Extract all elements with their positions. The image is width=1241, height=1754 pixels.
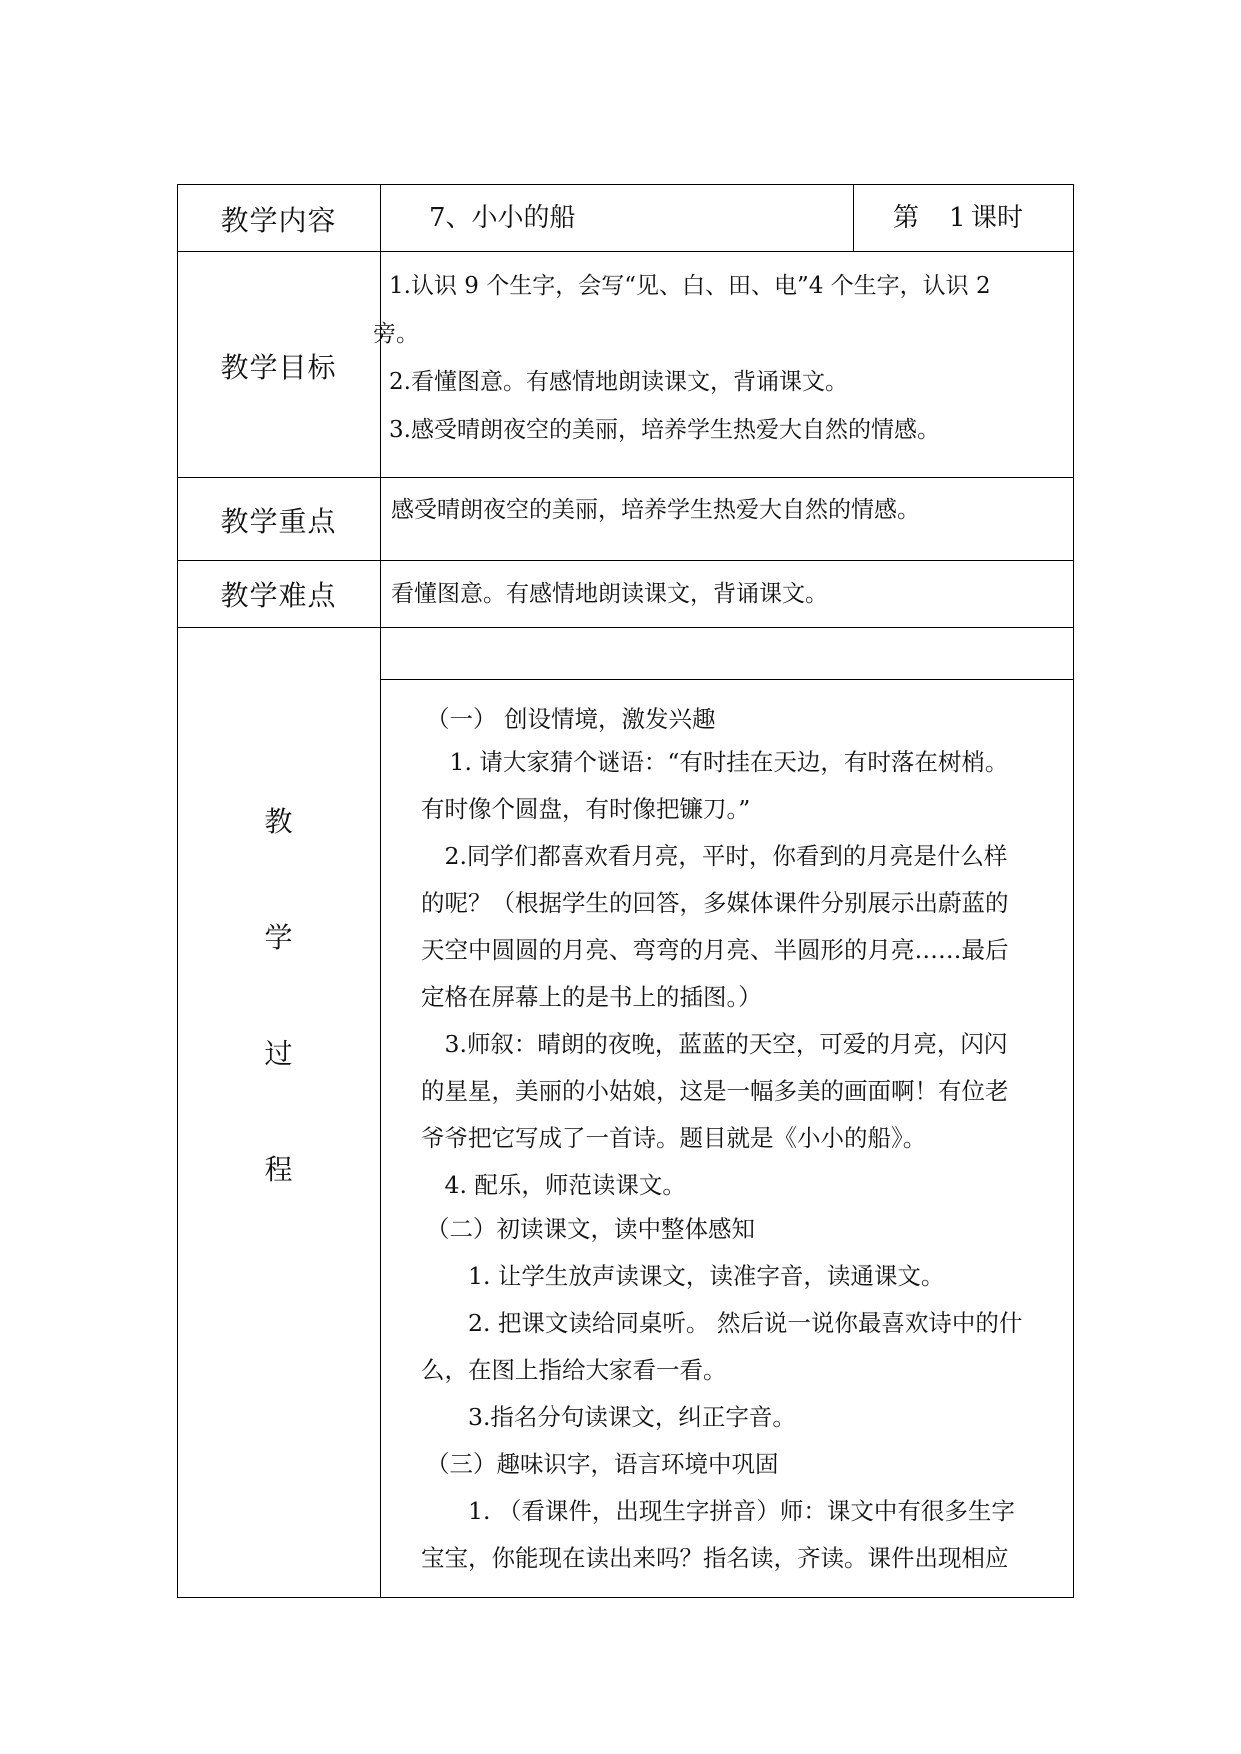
objectives-label: 教学目标 — [220, 351, 337, 384]
table-border-right — [1073, 184, 1074, 1598]
period-number: 1 — [949, 203, 966, 233]
period-suffix: 课时 — [971, 203, 1024, 233]
difficulties-text: 看懂图意。有感情地朗读课文，背诵课文。 — [391, 581, 828, 607]
row-divider — [177, 627, 1074, 628]
objective-line: 1.认识 9 个生字，会写“见、白、田、电”4 个生字，认识 2 — [389, 273, 991, 299]
process-label-char: 教 — [264, 805, 293, 838]
row-divider — [177, 477, 1074, 478]
column-divider — [853, 184, 854, 252]
row-divider — [177, 560, 1074, 561]
process-line: 1. 请大家猜个谜语：“有时挂在天边，有时落在树梢。 — [426, 748, 1009, 776]
period-prefix: 第 — [893, 203, 920, 233]
objective-line: 旁。 — [373, 321, 419, 347]
process-line: 爷爷把它写成了一首诗。题目就是《小小的船》。 — [421, 1124, 927, 1152]
lesson-title: 7、小小的船 — [429, 203, 576, 233]
key-points-label: 教学重点 — [220, 505, 337, 538]
process-cell — [381, 680, 1073, 1597]
process-line: 天空中圆圆的月亮、弯弯的月亮、半圆形的月亮……最后 — [421, 936, 1009, 964]
table-border-bottom — [177, 1597, 1074, 1598]
table-border-top — [177, 184, 1074, 185]
process-line: 宝宝，你能现在读出来吗？指名读，齐读。课件出现相应 — [421, 1544, 1009, 1572]
process-line: 1. 让学生放声读课文，读准字音，读通课文。 — [421, 1262, 945, 1290]
objective-line: 3.感受晴朗夜空的美丽，培养学生热爱大自然的情感。 — [389, 417, 940, 443]
content-label: 教学内容 — [220, 204, 337, 237]
lesson-plan-table — [177, 184, 1074, 1598]
process-line: （三）趣味识字，语言环境中巩固 — [426, 1450, 779, 1478]
process-label-char: 程 — [264, 1153, 293, 1186]
process-line: （二）初读课文，读中整体感知 — [426, 1215, 755, 1243]
process-line: 4. 配乐，师范读课文。 — [421, 1171, 686, 1199]
process-line: 3.师叙：晴朗的夜晚，蓝蓝的天空，可爱的月亮，闪闪 — [421, 1030, 1008, 1058]
table-border-left — [177, 184, 178, 1598]
process-line: 2. 把课文读给同桌听。 然后说一说你最喜欢诗中的什 — [421, 1309, 1023, 1337]
process-line: 么，在图上指给大家看一看。 — [421, 1356, 727, 1384]
difficulties-label: 教学难点 — [220, 579, 337, 612]
objectives-cell — [373, 252, 1073, 477]
objective-line: 2.看懂图意。有感情地朗读课文，背诵课文。 — [389, 369, 848, 395]
process-line: 2.同学们都喜欢看月亮，平时，你看到的月亮是什么样 — [421, 842, 1008, 870]
key-points-text: 感受晴朗夜空的美丽，培养学生热爱大自然的情感。 — [391, 497, 920, 523]
process-line: 3.指名分句读课文，纠正字音。 — [421, 1403, 796, 1431]
process-label-char: 过 — [264, 1037, 293, 1070]
process-label-char: 学 — [264, 921, 293, 954]
process-line: （一） 创设情境，激发兴趣 — [426, 705, 716, 733]
process-line: 的呢？（根据学生的回答，多媒体课件分别展示出蔚蓝的 — [421, 889, 1009, 917]
process-line: 有时像个圆盘，有时像把镰刀。” — [421, 795, 751, 823]
process-line: 1. （看课件，出现生字拼音）师：课文中有很多生字 — [421, 1497, 1015, 1525]
process-line: 定格在屏幕上的是书上的插图。） — [421, 983, 762, 1011]
process-line: 的星星，美丽的小姑娘，这是一幅多美的画面啊！有位老 — [421, 1077, 1009, 1105]
